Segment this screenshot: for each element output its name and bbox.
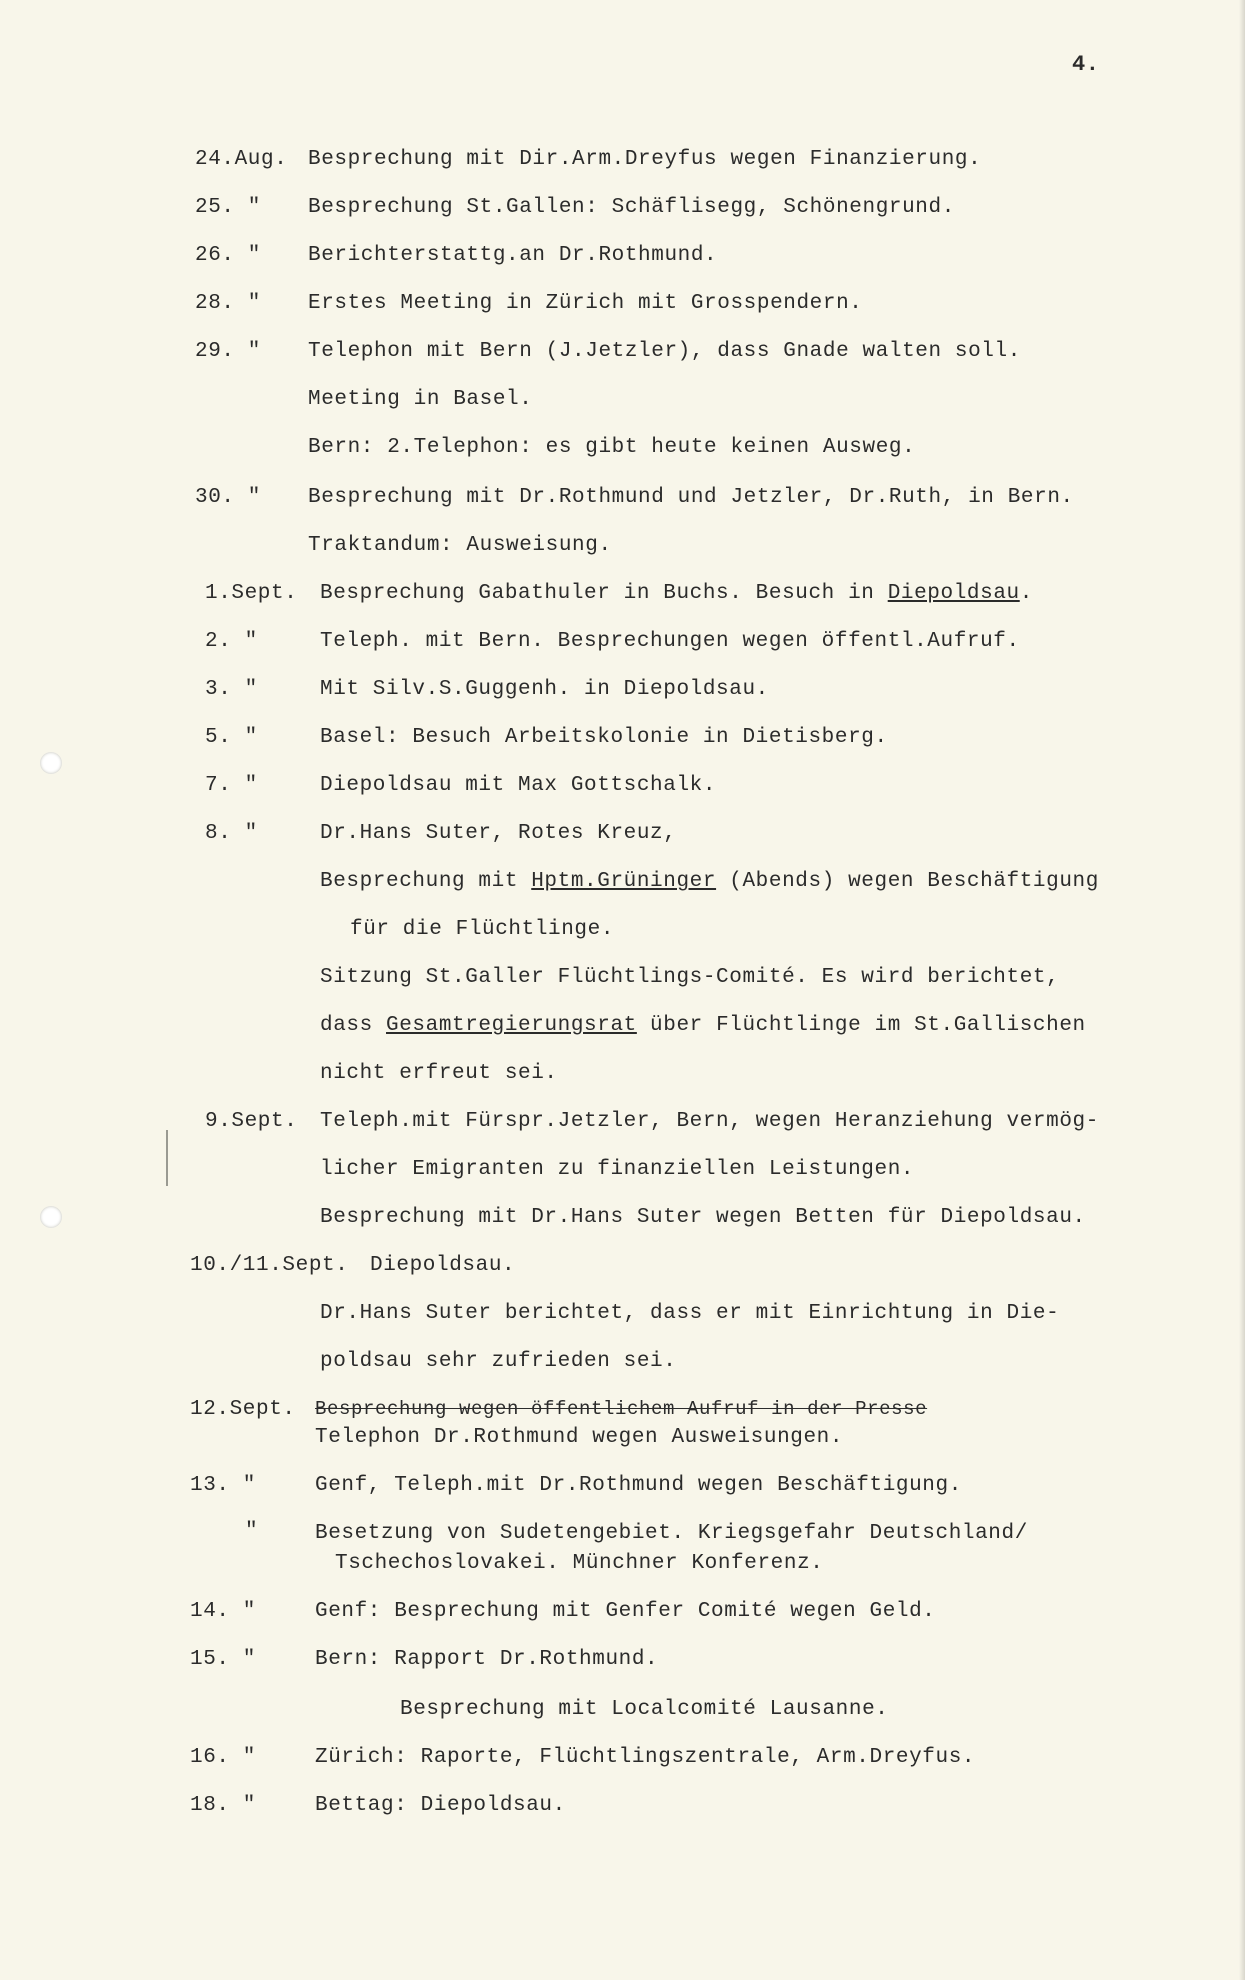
entry-date: 30. " [195,486,262,509]
entry-text: Besprechung Gabathuler in Buchs. Besuch in Diepoldsau. [320,582,1033,605]
underlined-place: Diepoldsau [887,582,1020,605]
entry-text: Mit Silv.S.Guggenh. in Diepoldsau. [320,678,769,701]
entry-text: für die Flüchtlinge. [350,918,615,941]
entry-text: Besprechung mit Dr.Rothmund und Jetzler, Dr.Ruth, in Bern. [308,486,1074,509]
entry-date: 15. " [190,1648,257,1671]
entry-text: Genf, Teleph.mit Dr.Rothmund wegen Beschäftigung. [315,1474,962,1497]
entry-text: Besprechung mit Localcomité Lausanne. [400,1698,889,1721]
entry-text: Zürich: Raporte, Flüchtlingszentrale, Arm.Dreyfus. [315,1746,976,1769]
entry-text: Meeting in Basel. [308,388,533,411]
entry-date: 25. " [195,196,262,219]
margin-mark [166,1130,168,1186]
entry-date: 3. " [205,678,258,701]
entry-text: Sitzung St.Galler Flüchtlings-Comité. Es wird berichtet, [320,966,1060,989]
entry-text: nicht erfreut sei. [320,1062,558,1085]
entry-date: 26. " [195,244,262,267]
entry-text: Genf: Besprechung mit Genfer Comité wegen Geld. [315,1600,936,1623]
entry-text: Tschechoslovakei. Münchner Konferenz. [335,1552,824,1575]
entry-text: Bern: 2.Telephon: es gibt heute keinen Ausweg. [308,436,916,459]
entry-date: 29. " [195,340,262,363]
page-number: 4. [1072,52,1100,77]
entry-text: Diepoldsau mit Max Gottschalk. [320,774,717,797]
entry-date: 10./11.Sept. [190,1254,349,1277]
entry-text: Telephon Dr.Rothmund wegen Ausweisungen. [315,1426,844,1449]
entry-date: 13. " [190,1474,257,1497]
underlined-term: Gesamtregierungsrat [386,1014,637,1037]
entry-text: poldsau sehr zufrieden sei. [320,1350,677,1373]
entry-text: Besprechung mit Hptm.Grüninger (Abends) wegen Beschäftigung [320,870,1099,893]
entry-text: Teleph. mit Bern. Besprechungen wegen öffentl.Aufruf. [320,630,1020,653]
entry-text: Bettag: Diepoldsau. [315,1794,566,1817]
entry-text: Erstes Meeting in Zürich mit Grosspendern. [308,292,863,315]
entry-date: 9.Sept. [205,1110,298,1133]
entry-date: 2. " [205,630,258,653]
entry-text: Berichterstattg.an Dr.Rothmund. [308,244,718,267]
struck-text: Besprechung wegen öffentlichem Aufruf in der Presse [315,1398,928,1420]
entry-text: Dr.Hans Suter berichtet, dass er mit Einrichtung in Die- [320,1302,1060,1325]
entry-text: Teleph.mit Fürspr.Jetzler, Bern, wegen Heranziehung vermög- [320,1110,1099,1133]
entry-date: 1.Sept. [205,582,298,605]
entry-date: 14. " [190,1600,257,1623]
entry-text: Diepoldsau. [370,1254,516,1277]
entry-text: Besetzung von Sudetengebiet. Kriegsgefahr Deutschland/ [315,1522,1028,1545]
entry-date: 28. " [195,292,262,315]
entry-text: Basel: Besuch Arbeitskolonie in Dietisberg. [320,726,888,749]
underlined-name: Hptm.Grüninger [531,870,717,893]
entry-date: 7. " [205,774,258,797]
entry-text: licher Emigranten zu finanziellen Leistungen. [320,1158,915,1181]
entry-text: Besprechung mit Dr.Hans Suter wegen Betten für Diepoldsau. [320,1206,1086,1229]
entry-date: 16. " [190,1746,257,1769]
entry-text: Traktandum: Ausweisung. [308,534,612,557]
entry-text: dass Gesamtregierungsrat über Flüchtlinge im St.Gallischen [320,1014,1086,1037]
entry-date: 5. " [205,726,258,749]
entry-date: 8. " [205,822,258,845]
entry-text: Telephon mit Bern (J.Jetzler), dass Gnade walten soll. [308,340,1021,363]
entry-text: Dr.Hans Suter, Rotes Kreuz, [320,822,677,845]
entry-text: Besprechung St.Gallen: Schäflisegg, Schönengrund. [308,196,955,219]
entry-text: Besprechung mit Dir.Arm.Dreyfus wegen Finanzierung. [308,148,982,171]
entry-text: Bern: Rapport Dr.Rothmund. [315,1648,659,1671]
entry-date: 24.Aug. [195,148,288,171]
page-edge [1239,0,1245,1980]
punch-hole [40,752,62,774]
entry-date: " [245,1520,259,1543]
entry-date: 18. " [190,1794,257,1817]
punch-hole [40,1206,62,1228]
entry-date: 12.Sept. [190,1398,296,1421]
